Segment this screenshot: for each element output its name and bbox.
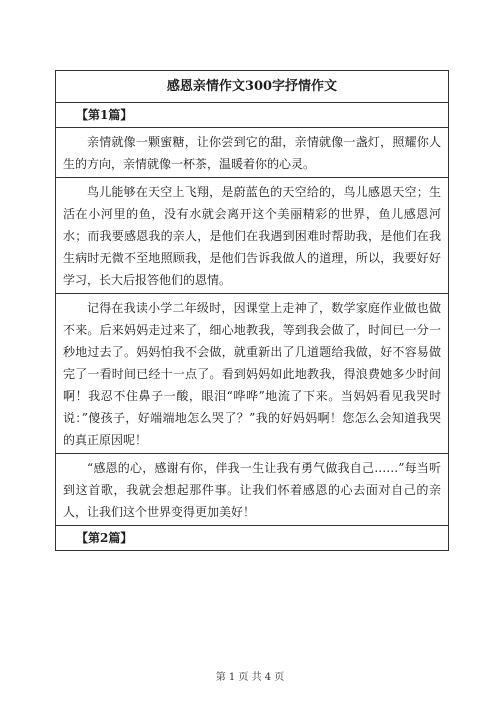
page-footer: 第 1 页 共 4 页 <box>215 672 285 683</box>
section-label-1: 【第1篇】 <box>56 103 448 128</box>
document-title: 感恩亲情作文300字抒情作文 <box>56 71 448 103</box>
document-table <box>55 70 449 551</box>
paragraph-1: 亲情就像一颗蜜糖，让你尝到它的甜，亲情就像一盏灯，照耀你人生的方向，亲情就像一杯茶，温暖着你的心灵。 <box>56 128 448 178</box>
paragraph-3: 记得在我读小学二年级时，因课堂上走神了，数学家庭作业做也做不来。后来妈妈走过来了，细心地教我，等到我会做了，时间已一分一秒地过去了。妈妈怕我不会做，就重新出了几道题给我做，好不容易做完了一看时间已经十一点了。看到妈妈如此地教我，得浪费她多少时间啊！我忍不住鼻子一酸，眼泪“哗哗”地流了下来。当妈妈看见我哭时说：”傻孩子，好端端地怎么哭了？”我的好妈妈啊！您怎么会知道我哭的真正原因呢！ <box>56 294 448 454</box>
paragraph-4: “感恩的心，感谢有你，伴我一生让我有勇气做我自己……”每当听到这首歌，我就会想起那件事。让我们怀着感恩的心去面对自己的亲人，让我们这个世界变得更加美好！ <box>56 454 448 526</box>
section-label-2: 【第2篇】 <box>76 531 133 545</box>
paragraph-2: 鸟儿能够在天空上飞翔，是蔚蓝色的天空给的，鸟儿感恩天空；生活在小河里的鱼，没有水就会离开这个美丽精彩的世界，鱼儿感恩河水；而我要感恩我的亲人，是他们在我遇到困难时帮助我，是他们在我生病时无微不至地照顾我，是他们告诉我做人的道理，所以，我要好好学习，长大后报答他们的恩情。 <box>56 178 448 294</box>
